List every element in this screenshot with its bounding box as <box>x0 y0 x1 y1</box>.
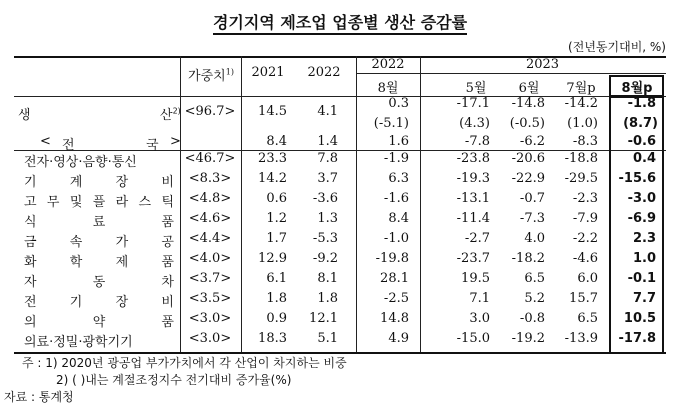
row-cell-m5: -15.0 <box>456 331 490 346</box>
row-cell-m5: -13.1 <box>456 191 490 206</box>
note-1: 주 : 1) 2020년 광공업 부가가치에서 각 산업이 차지하는 비중 <box>22 356 347 370</box>
national-label-close: > <box>170 134 181 149</box>
header-group-rule <box>356 73 666 74</box>
row-cell-weight: <3.7> <box>188 271 232 286</box>
row-label: 전자·영상·음향·통신 <box>24 155 137 170</box>
row-cell-m7: -13.9 <box>564 331 598 346</box>
row-label: 의 약 품 <box>24 315 174 330</box>
row-cell-m7: 6.5 <box>577 311 598 326</box>
row-cell-v2021: 0.6 <box>266 191 287 206</box>
production-label-b: 산$^{2)}$ <box>160 106 181 123</box>
national-label-b: 국 <box>146 138 159 153</box>
production-weight: <96.7> <box>184 104 236 119</box>
weight-col-divider <box>241 56 242 352</box>
row-cell-m6: 4.0 <box>524 231 545 246</box>
national-2022: 1.4 <box>317 134 338 149</box>
row-cell-v2022: -3.6 <box>312 191 338 206</box>
production-2022: 4.1 <box>317 104 338 119</box>
row-cell-m5: 19.5 <box>461 271 490 286</box>
row-cell-m6: 5.2 <box>524 291 545 306</box>
row-label: 금 속 가 공 <box>24 235 174 250</box>
row-cell-m8: 10.5 <box>623 311 656 326</box>
row-cell-m6: -20.6 <box>511 151 545 166</box>
row-cell-m8: 0.4 <box>632 151 656 166</box>
row-cell-v2021: 23.3 <box>258 151 287 166</box>
row-cell-aug2022: 8.4 <box>388 211 409 226</box>
row-cell-v2022: 8.1 <box>317 271 338 286</box>
row-cell-m7: -4.6 <box>572 251 598 266</box>
row-cell-aug2022: -1.0 <box>383 231 409 246</box>
row-cell-v2021: 1.2 <box>266 211 287 226</box>
row-cell-aug2022: 4.9 <box>388 331 409 346</box>
row-cell-m8: -0.1 <box>627 271 656 286</box>
row-label: 의료·정밀·광학기기 <box>24 335 133 350</box>
row-cell-v2021: 1.7 <box>266 231 287 246</box>
header-m5: 5월 <box>465 81 487 96</box>
header-2022-group: 2022 <box>371 57 405 72</box>
row-cell-m5: 7.1 <box>469 291 490 306</box>
row-label: 고 무 및 플 라 스 틱 <box>24 195 174 210</box>
row-cell-m8: 7.7 <box>632 291 656 306</box>
row-cell-m7: -29.5 <box>564 171 598 186</box>
header-2021: 2021 <box>251 65 285 80</box>
row-cell-weight: <8.3> <box>188 171 232 186</box>
national-label-a: 전 <box>62 138 75 153</box>
row-cell-v2021: 6.1 <box>266 271 287 286</box>
row-cell-v2022: 1.3 <box>317 211 338 226</box>
row-cell-v2022: 1.8 <box>317 291 338 306</box>
row-cell-m6: -7.3 <box>519 211 545 226</box>
row-cell-m8: 1.0 <box>632 251 656 266</box>
row-cell-v2022: -5.3 <box>312 231 338 246</box>
row-cell-v2022: 5.1 <box>317 331 338 346</box>
row-label: 자 동 차 <box>24 275 174 290</box>
row-cell-aug2022: -2.5 <box>383 291 409 306</box>
row-cell-m6: -22.9 <box>511 171 545 186</box>
row-cell-m6: -18.2 <box>511 251 545 266</box>
production-adj-m8: (8.7) <box>623 116 658 131</box>
row-cell-m8: 2.3 <box>632 231 656 246</box>
row-cell-m7: 15.7 <box>569 291 598 306</box>
row-cell-aug2022: 14.8 <box>380 311 409 326</box>
row-cell-v2022: 3.7 <box>317 171 338 186</box>
row-cell-m7: 6.0 <box>577 271 598 286</box>
national-m6: -6.2 <box>519 134 545 149</box>
header-m7: 7월p <box>566 81 596 96</box>
production-label-a: 생 <box>18 108 31 123</box>
production-m5: -17.1 <box>456 96 490 111</box>
row-cell-m5: -23.7 <box>456 251 490 266</box>
row-label: 기 계 장 비 <box>24 175 174 190</box>
row-cell-m7: -2.2 <box>572 231 598 246</box>
national-label-open: < <box>40 134 51 149</box>
unit-label: (전년동기대비, %) <box>568 40 666 54</box>
row-cell-m5: 3.0 <box>469 311 490 326</box>
production-adj-m7: (1.0) <box>567 116 598 131</box>
row-cell-v2021: 1.8 <box>266 291 287 306</box>
header-2022-aug: 8월 <box>377 81 399 96</box>
row-cell-m8: -15.6 <box>618 171 656 186</box>
row-cell-m6: -0.7 <box>519 191 545 206</box>
header-m8: 8월p <box>621 81 653 96</box>
row-cell-aug2022: -1.9 <box>383 151 409 166</box>
production-m7: -14.2 <box>564 96 598 111</box>
row-cell-m6: -0.8 <box>519 311 545 326</box>
row-cell-weight: <3.0> <box>188 331 232 346</box>
production-m6: -14.8 <box>511 96 545 111</box>
header-weight: 가중치$^{1)}$ <box>188 67 234 84</box>
row-cell-aug2022: 6.3 <box>388 171 409 186</box>
page-title: 경기지역 제조업 업종별 생산 증감률 <box>0 10 680 33</box>
row-cell-aug2022: -1.6 <box>383 191 409 206</box>
header-m6: 6월 <box>518 81 540 96</box>
national-m8: -0.6 <box>627 134 656 149</box>
row-cell-weight: <3.5> <box>188 291 232 306</box>
row-cell-weight: <46.7> <box>184 151 236 166</box>
production-m8: -1.8 <box>627 96 656 111</box>
row-cell-m7: -18.8 <box>564 151 598 166</box>
row-cell-m5: -11.4 <box>456 211 490 226</box>
row-cell-v2022: 7.8 <box>317 151 338 166</box>
production-2021: 14.5 <box>258 104 287 119</box>
national-m5: -7.8 <box>464 134 490 149</box>
row-label: 식 료 품 <box>24 215 174 230</box>
row-cell-m5: -2.7 <box>464 231 490 246</box>
row-cell-m5: -23.8 <box>456 151 490 166</box>
row-cell-m6: 6.5 <box>524 271 545 286</box>
production-aug2022: 0.3 <box>388 96 409 111</box>
header-2023-group: 2023 <box>525 57 560 72</box>
row-cell-m8: -3.0 <box>627 191 656 206</box>
row-cell-v2021: 12.9 <box>258 251 287 266</box>
row-cell-v2022: -9.2 <box>312 251 338 266</box>
row-cell-weight: <3.0> <box>188 311 232 326</box>
row-cell-weight: <4.4> <box>188 231 232 246</box>
row-cell-aug2022: -19.8 <box>375 251 409 266</box>
production-adj-m5: (4.3) <box>459 116 490 131</box>
aug2022-col-divider <box>420 56 421 352</box>
row-cell-m8: -17.8 <box>618 331 656 346</box>
row-cell-v2021: 14.2 <box>258 171 287 186</box>
row-cell-v2021: 0.9 <box>266 311 287 326</box>
row-label: 화 학 제 품 <box>24 255 174 270</box>
national-2021: 8.4 <box>266 134 287 149</box>
row-cell-weight: <4.0> <box>188 251 232 266</box>
row-cell-m7: -2.3 <box>572 191 598 206</box>
source-note: 자료 : 통계청 <box>4 390 74 404</box>
row-cell-weight: <4.8> <box>188 191 232 206</box>
production-adj-m6: (-0.5) <box>509 116 545 131</box>
national-aug2022: 1.6 <box>388 134 409 149</box>
header-2022: 2022 <box>307 65 341 80</box>
row-cell-v2022: 12.1 <box>309 311 338 326</box>
row-cell-aug2022: 28.1 <box>380 271 409 286</box>
row-cell-v2021: 18.3 <box>258 331 287 346</box>
row-cell-m8: -6.9 <box>627 211 656 226</box>
production-adj-aug2022: (-5.1) <box>373 116 409 131</box>
row-cell-weight: <4.6> <box>188 211 232 226</box>
row-cell-m6: -19.2 <box>511 331 545 346</box>
row-cell-m7: -7.9 <box>572 211 598 226</box>
row-cell-m5: -19.3 <box>456 171 490 186</box>
national-m7: -8.3 <box>572 134 598 149</box>
row-label: 전 기 장 비 <box>24 295 174 310</box>
note-2: 2) ( )내는 계절조정지수 전기대비 증가율(%) <box>56 373 292 387</box>
